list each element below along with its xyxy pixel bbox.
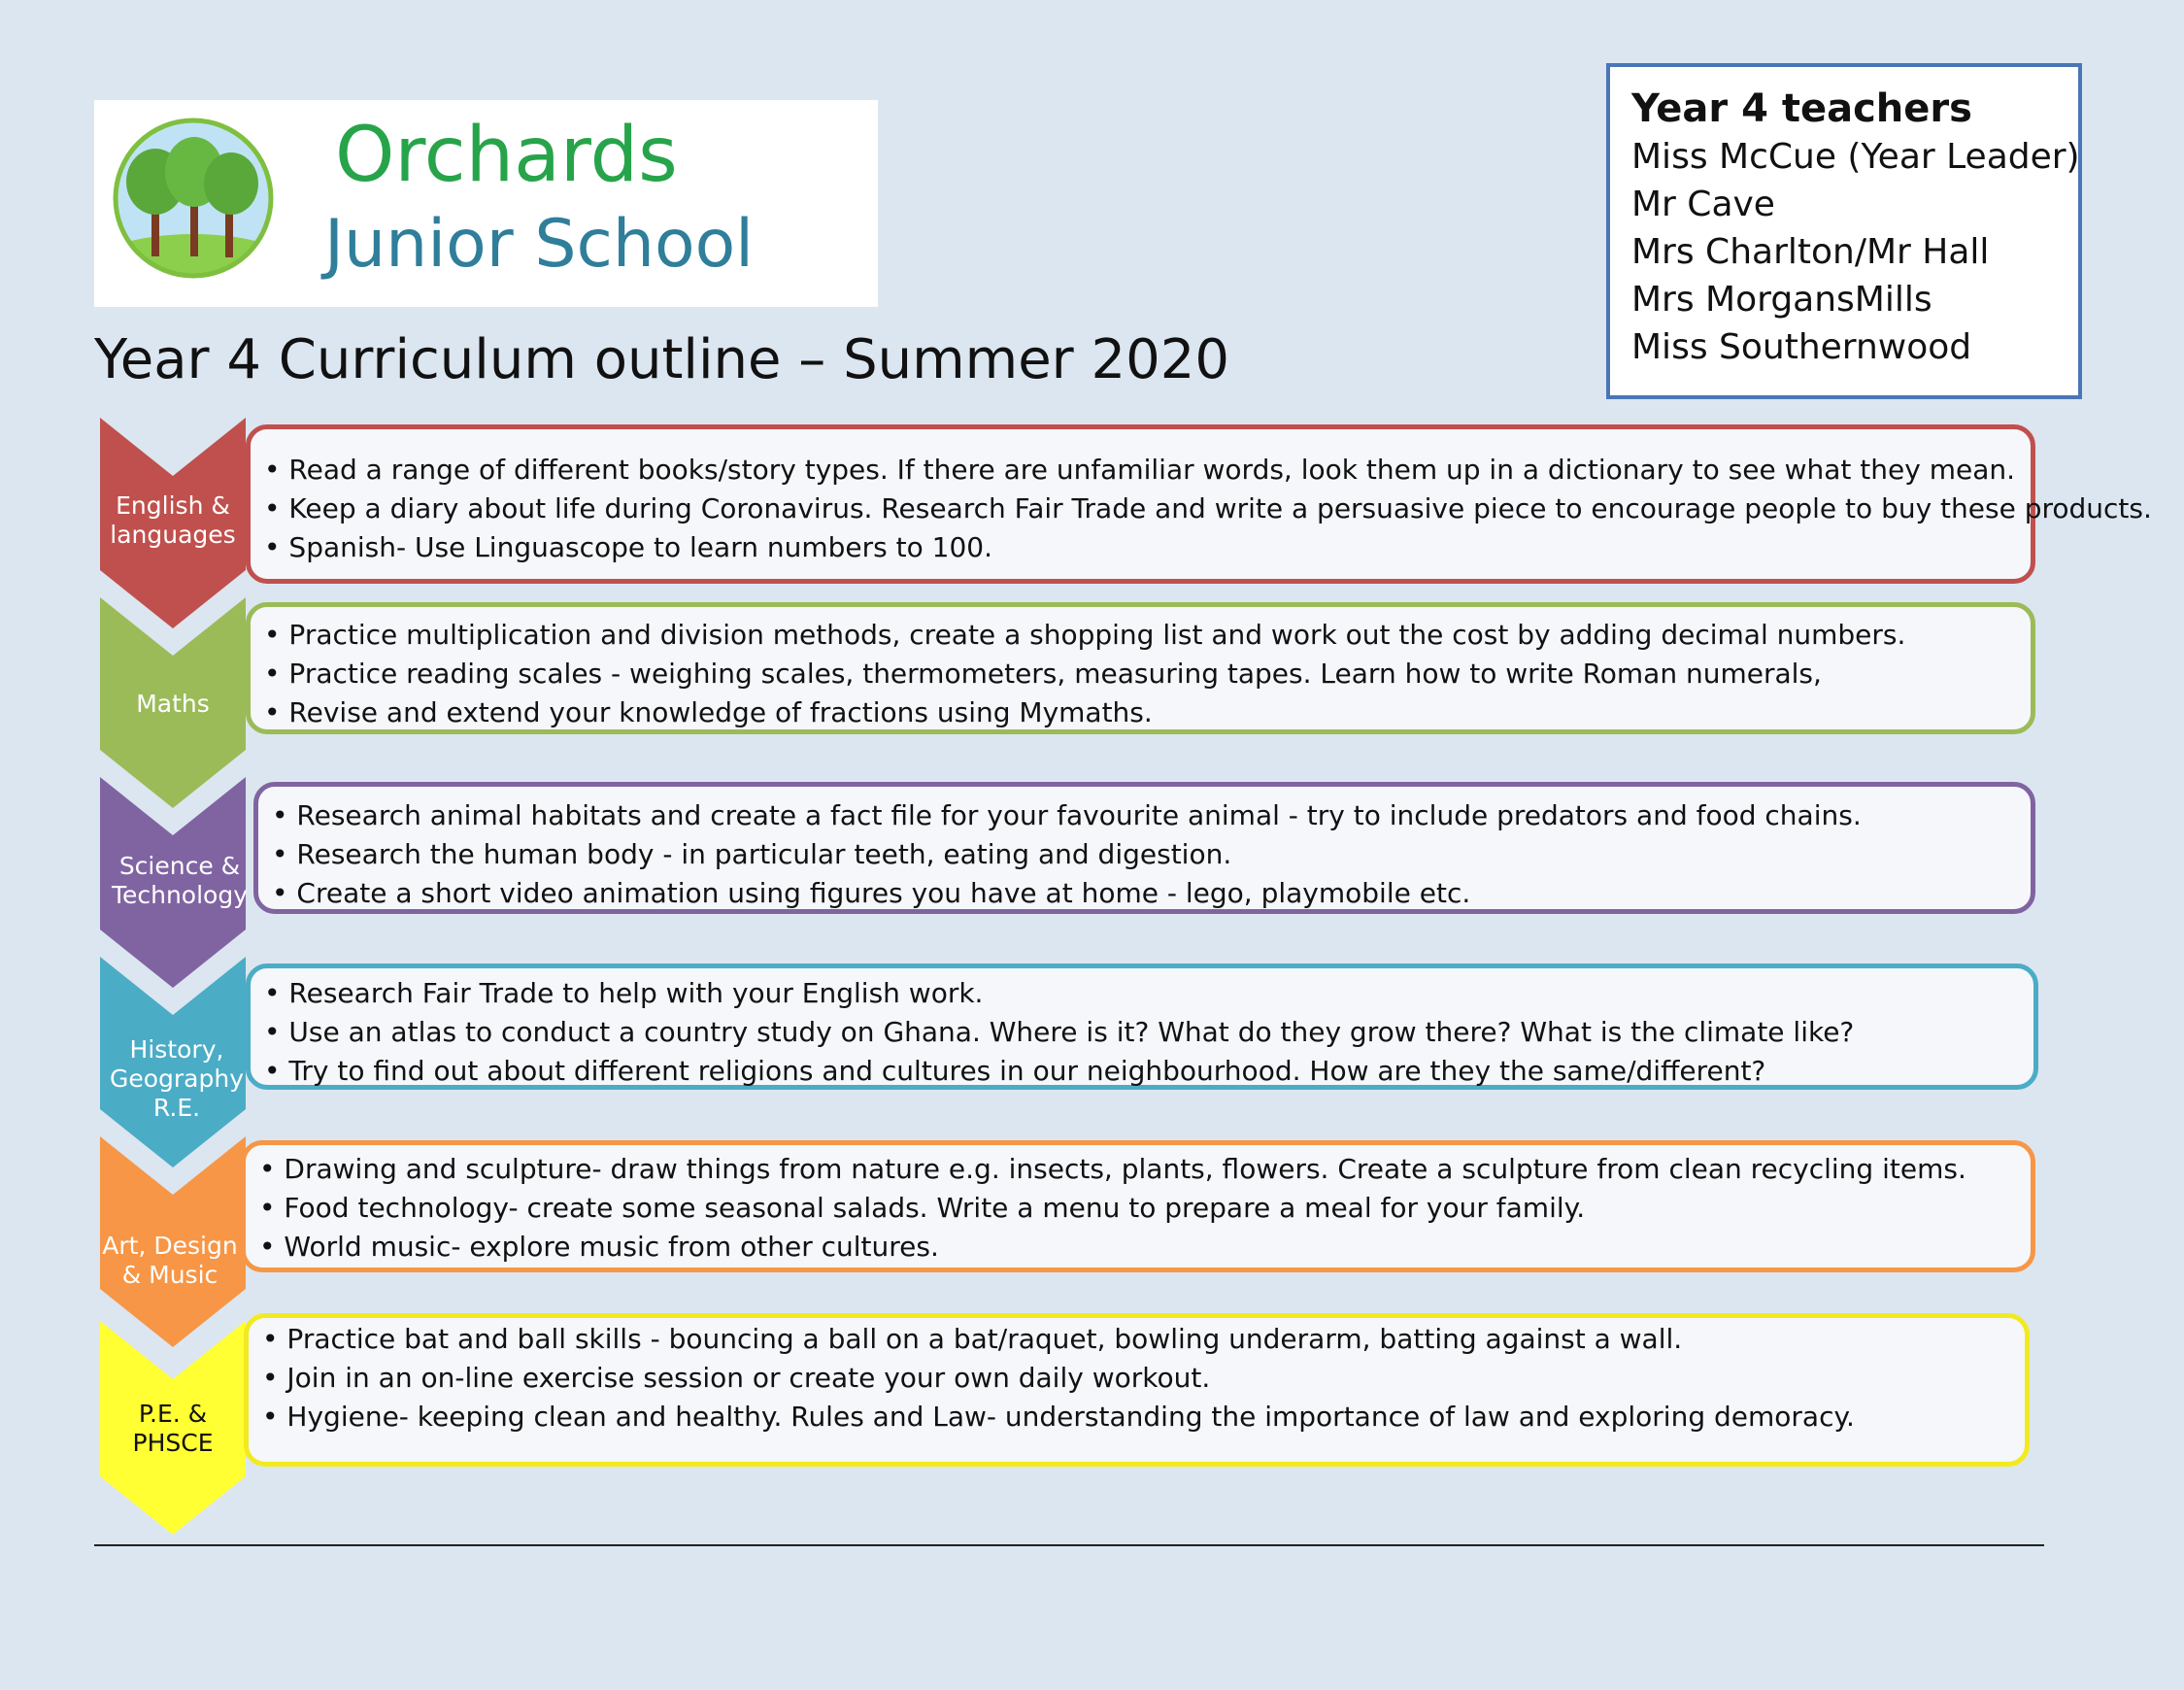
school-logo-banner bbox=[94, 100, 878, 307]
list-item: • Create a short video animation using figures you have at home - lego, playmobile etc. bbox=[272, 874, 2031, 913]
teacher-name: Mrs Charlton/Mr Hall bbox=[1631, 232, 1990, 272]
list-item: • Revise and extend your knowledge of fractions using Mymaths. bbox=[264, 693, 2031, 732]
trees-logo-icon bbox=[111, 116, 276, 281]
list-item: • Hygiene- keeping clean and healthy. Rules and Law- understanding the importance of law and exploring demoracy. bbox=[262, 1398, 2025, 1436]
list-item: • Use an atlas to conduct a country study on Ghana. Where is it? What do they grow there? What is the climate like? bbox=[264, 1013, 2033, 1052]
subject-label-pe: P.E. & PHSCE bbox=[132, 1400, 214, 1457]
subject-label-science: Science & Technology bbox=[111, 852, 249, 909]
teachers-panel bbox=[1606, 63, 2082, 399]
list-item: • Read a range of different books/story types. If there are unfamiliar words, look them up in a dictionary to see what they mean. bbox=[264, 451, 2031, 490]
teachers-heading: Year 4 teachers bbox=[1631, 86, 1972, 131]
list-item: • Research Fair Trade to help with your English work. bbox=[264, 974, 2033, 1013]
subject-box-maths bbox=[246, 602, 2035, 734]
list-item: • Food technology- create some seasonal salads. Write a menu to prepare a meal for your family. bbox=[259, 1189, 2031, 1228]
subject-box-pe bbox=[244, 1313, 2030, 1467]
teacher-name: Miss McCue (Year Leader) bbox=[1631, 137, 2080, 177]
subject-label-art: Art, Design & Music bbox=[102, 1232, 238, 1289]
page-title: Year 4 Curriculum outline – Summer 2020 bbox=[94, 328, 1229, 391]
subject-box-art bbox=[241, 1140, 2035, 1272]
list-item: • Research the human body - in particular teeth, eating and digestion. bbox=[272, 835, 2031, 874]
teacher-name: Mrs MorgansMills bbox=[1631, 280, 1932, 320]
list-item: • Keep a diary about life during Coronavirus. Research Fair Trade and write a persuasive piece to encourage people to buy these products. bbox=[264, 490, 2031, 528]
list-item: • Practice multiplication and division methods, create a shopping list and work out the cost by adding decimal numbers. bbox=[264, 616, 2031, 655]
subject-label-english: English & languages bbox=[110, 491, 236, 549]
list-item: • Drawing and sculpture- draw things from nature e.g. insects, plants, flowers. Create a sculpture from clean recycling items. bbox=[259, 1150, 2031, 1189]
list-item: • Join in an on-line exercise session or create your own daily workout. bbox=[262, 1359, 2025, 1398]
list-item: • Spanish- Use Linguascope to learn numbers to 100. bbox=[264, 528, 2031, 567]
list-item: • Try to find out about different religions and cultures in our neighbourhood. How are they the same/different? bbox=[264, 1052, 2033, 1091]
subject-box-humanities bbox=[246, 963, 2038, 1090]
subject-label-humanities: History, Geography R.E. bbox=[109, 1035, 245, 1122]
subject-box-english bbox=[246, 424, 2152, 584]
footer-divider bbox=[94, 1544, 2044, 1546]
school-name: Orchards bbox=[335, 112, 678, 199]
list-item: • World music- explore music from other cultures. bbox=[259, 1228, 2031, 1267]
list-item: • Practice bat and ball skills - bouncing a ball on a bat/raquet, bowling underarm, batting against a wall. bbox=[262, 1320, 2025, 1359]
school-subname: Junior School bbox=[324, 206, 755, 283]
teacher-name: Mr Cave bbox=[1631, 185, 1775, 224]
subject-label-maths: Maths bbox=[136, 690, 210, 718]
subject-box-science bbox=[253, 782, 2035, 914]
list-item: • Practice reading scales - weighing scales, thermometers, measuring tapes. Learn how to write Roman numerals, bbox=[264, 655, 2031, 693]
list-item: • Research animal habitats and create a fact file for your favourite animal - try to include predators and food chains. bbox=[272, 796, 2031, 835]
teacher-name: Miss Southernwood bbox=[1631, 327, 1972, 367]
